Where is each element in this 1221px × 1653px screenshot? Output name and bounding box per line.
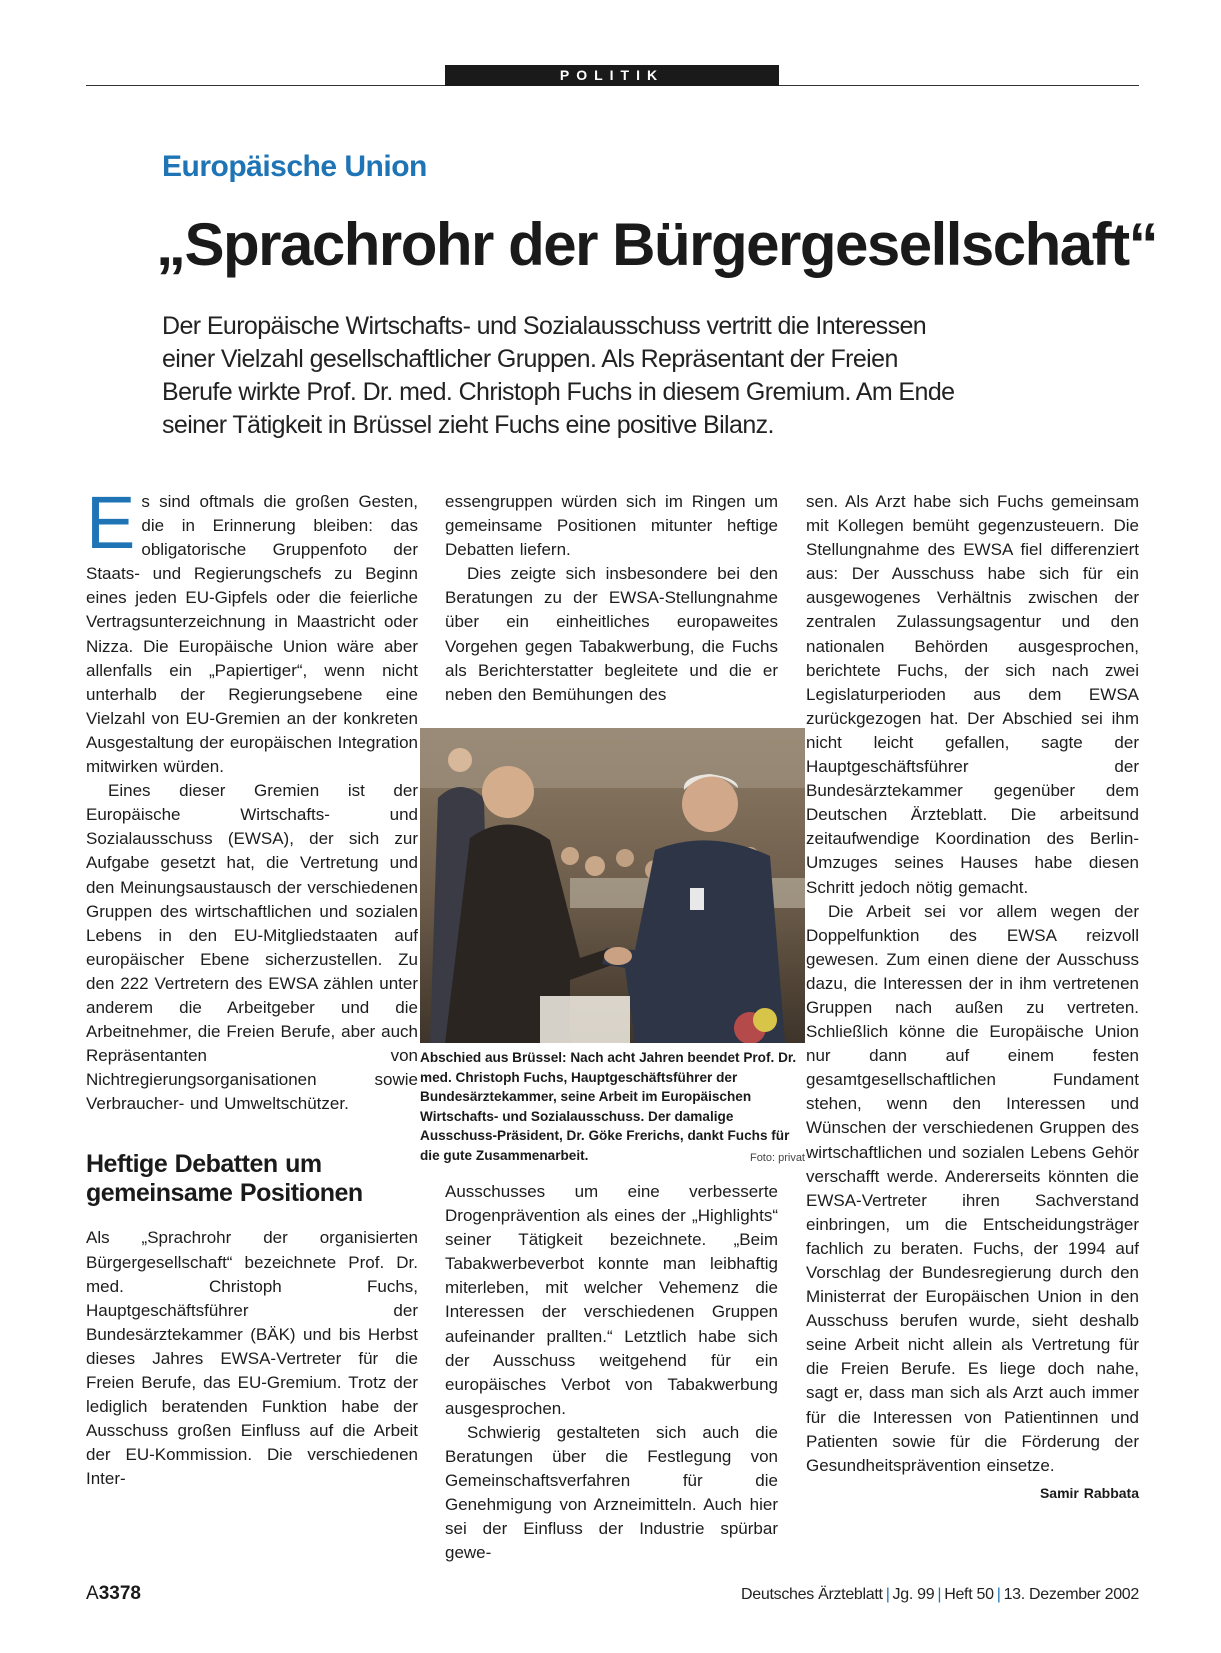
drop-cap: E [86,481,136,564]
paragraph: Die Arbeit sei vor allem wegen der Doppelfunktion des EWSA reizvoll gewesen. Zum einen diene der Ausschuss dazu, die Interessen der in ihm vertretenen Gruppen nach außen zu vertreten. Schließlich könne die Europäische Union nur dann auf einem festen gesamtgesellschaftlichen Fundament stehen, wenn den Interessen und Wünschen der verschiedenen Gruppen des wirtschaftlichen und sozialen Lebens Gehör verschafft werde. Andererseits könnten die EWSA-Vertreter ihren Sachverstand einbringen, um die Entscheidungsträger fachlich zu beraten. Fuchs, der 1994 auf Vorschlag der Bundesregierung durch den Ministerrat der Europäischen Union in den Ausschuss berufen wurde, sieht deshalb seine Arbeit nicht allein als Vertretung für die Freien Berufe. Es liege doch nahe, sagt er, dass man sich als Arzt auch immer für die Interessen von Patientinnen und Patienten sowie für die Förderung der Gesundheitsprävention einsetze. [806,901,1139,1475]
paragraph: Dies zeigte sich insbesondere bei den Beratungen zu der EWSA-Stellungnahme über ein einheitliches europaweites Vorgehen gegen Tabakwerbung, die Fuchs als Berichterstatter begleitete und die er neben den Bemühungen des [445,564,778,704]
page-number-value: 3378 [98,1583,141,1604]
text-column-2-bottom [445,1180,778,1566]
author-byline: Samir Rabbata [1039,1484,1139,1501]
section-label: POLITIK [445,65,779,86]
publication-info [741,1586,1139,1604]
caption-text: Abschied aus Brüssel: Nach acht Jahren beendet Prof. Dr. med. Christoph Fuchs, Hauptgeschäftsführer der Bundesärztekammer, seine Arbeit im Europäischen Wirtschafts- und Sozialausschuss. Der damalige Ausschuss-Präsident, Dr. Göke Frerichs, dankt Fuchs für die gute Zusammenarbeit. [420,1050,797,1163]
article-kicker: Europäische Union [162,150,427,183]
page-number [86,1583,141,1605]
text-column-1 [86,481,418,1491]
journal-name: Deutsches Ärzteblatt [741,1586,883,1603]
photo-caption [420,1048,805,1168]
paragraph: Schwierig gestalteten sich auch die Beratungen über die Festlegung von Gemeinschaftsverfahren für die Genehmigung von Arzneimitteln. Auch hier sei der Einfluss der Industrie spürbar gewe- [445,1422,778,1563]
page-prefix: A [86,1583,99,1604]
photo-credit: Foto: privat [749,1151,805,1164]
separator: | [885,1586,890,1603]
volume: Jg. 99 [892,1586,935,1603]
issue: Heft 50 [944,1586,994,1603]
separator: | [937,1586,942,1603]
paragraph: sen. Als Arzt habe sich Fuchs gemeinsam mit Kollegen bemüht gegenzusteuern. Die Stellungnahme des EWSA fiel differenziert aus: Der Ausschuss habe sich für ein ausgewogenes Verhältnis zwischen der zentralen Zulassungsagentur und den nationalen Behörden ausgesprochen, berichtete Fuchs, der sich nach zwei Legislaturperioden aus dem EWSA zurückgezogen hat. Der Abschied sei ihm nicht leicht gefallen, sagte der Hauptgeschäftsführer der Bundesärztekammer gegenüber dem Deutschen Ärzteblatt. Die arbeitsund zeitaufwendige Koordination des Berlin-Umzuges seines Hauses habe diesen Schritt jedoch nötig gemacht. [806,492,1139,897]
paragraph: Ausschusses um eine verbesserte Drogenprävention als eines der „Highlights“ seiner Tätigkeit bezeichnete. „Beim Tabakwerbeverbot konnte man leibhaftig miterleben, mit welcher Vehemenz die Interessen der verschiedenen Gruppen aufeinander prallten.“ Letztlich habe sich der Ausschuss weitgehend für ein europäisches Verbot von Tabakwerbung ausgesprochen. [445,1182,778,1418]
text-column-3 [806,490,1139,1505]
article-title: „Sprachrohr der Bürgergesellschaft“ [156,211,1158,278]
text-column-2-top [445,490,778,707]
paragraph: s sind oftmals die großen Gesten, die in Erinnerung bleiben: das obligatorische Gruppenfoto der Staats- und Regierungschefs zu Beginn eines jeden EU-Gipfels oder die feierliche Vertragsunterzeichnung in Maastricht oder Nizza. Die Europäische Union wäre aber allenfalls ein „Papiertiger“, wenn nicht unterhalb der Regierungsebene eine Vielzahl von EU-Gremien an der konkreten Ausgestaltung der europäischen Integration mitwirken würden. [86,492,418,777]
handshake-photo-illustration [420,728,805,1043]
paragraph: essengruppen würden sich im Ringen um gemeinsame Positionen mitunter heftige Debatten liefern. [445,492,778,560]
section-subheading: Heftige Debatten um gemeinsame Positionen [86,1150,363,1208]
separator: | [996,1586,1001,1603]
paragraph: Eines dieser Gremien ist der Europäische Wirtschafts- und Sozialausschuss (EWSA), der sich zur Aufgabe gesetzt hat, die Vertretung und den Meinungsaustausch der verschiedenen Gruppen des wirtschaftlichen und sozialen Lebens in den EU-Mitgliedstaaten auf europäischer Ebene sicherzustellen. Zu den 222 Vertretern des EWSA zählen unter anderem die Arbeitgeber und die Arbeitnehmer, die Freien Berufe, aber auch Repräsentanten von Nichtregierungsorganisationen sowie Verbraucher- und Umweltschützer. [86,781,418,1114]
issue-date: 13. Dezember 2002 [1003,1586,1139,1603]
paragraph: Als „Sprachrohr der organisierten Bürgergesellschaft“ bezeichnete Prof. Dr. med. Christoph Fuchs, Hauptgeschäftsführer der Bundesärztekammer (BÄK) und bis Herbst dieses Jahres EWSA-Vertreter für die Freien Berufe, das EU-Gremium. Trotz der lediglich beratenden Funktion habe der Ausschuss großen Einfluss auf die Arbeit der EU-Kommission. Die verschiedenen Inter- [86,1228,418,1489]
article-lead: Der Europäische Wirtschafts- und Sozialausschuss vertritt die Interessen einer Vielzahl gesellschaftlicher Gruppen. Als Repräsentant der Freien Berufe wirkte Prof. Dr. med. Christoph Fuchs in diesem Gremium. Am Ende seiner Tätigkeit in Brüssel zieht Fuchs eine positive Bilanz. [162,312,955,439]
article-photo [420,728,805,1043]
